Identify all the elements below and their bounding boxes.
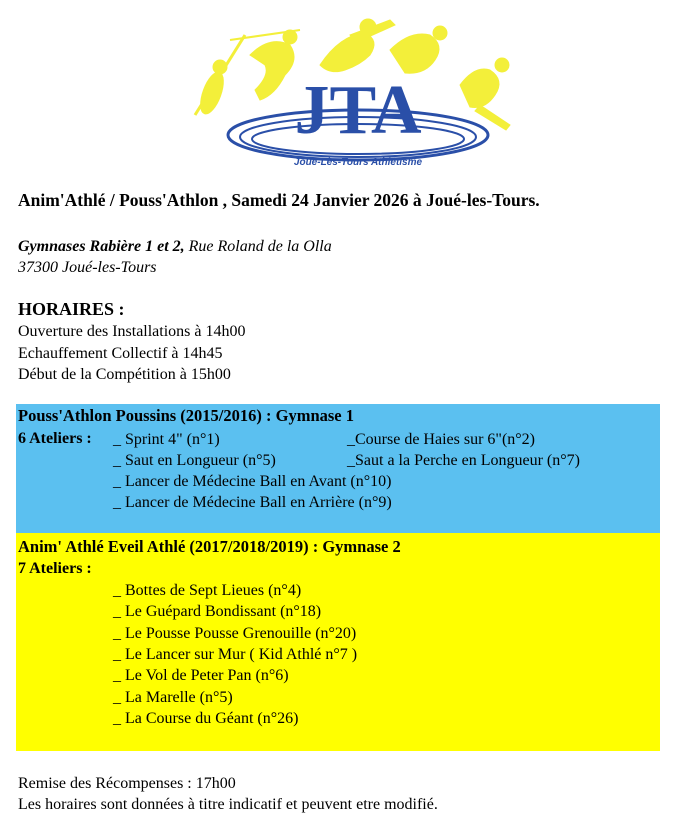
logo-subtitle: Joué-Lès-Tours Athlétisme (293, 157, 423, 168)
atelier-item: _ Sprint 4" (n°1) (113, 431, 220, 448)
poussathlon-count: 6 Ateliers : (18, 430, 92, 447)
address-line-1 (18, 236, 332, 257)
horaire-line: Début de la Compétition à 15h00 (18, 366, 231, 383)
atelier-item: _ La Course du Géant (n°26) (113, 710, 299, 727)
atelier-item: _ Le Pousse Pousse Grenouille (n°20) (113, 625, 357, 642)
atelier-item: _ Bottes de Sept Lieues (n°4) (113, 582, 302, 599)
atelier-item: _Saut a la Perche en Longueur (n°7) (347, 452, 580, 469)
horaires-section (18, 297, 246, 386)
atelier-item: _ Le Vol de Peter Pan (n°6) (113, 667, 289, 684)
city: 37300 Joué-les-Tours (18, 259, 157, 276)
disclaimer: Les horaires sont données à titre indicatif et peuvent etre modifié. (18, 796, 438, 813)
atelier-item: _ Le Guépard Bondissant (n°18) (113, 603, 322, 620)
animathle-count: 7 Ateliers : (18, 560, 92, 577)
atelier-item: _ Le Lancer sur Mur ( Kid Athlé n°7 ) (113, 646, 358, 663)
jta-logo (190, 15, 526, 175)
logo-text: JTA (294, 72, 422, 149)
awards-time: Remise des Récompenses : 17h00 (18, 775, 236, 792)
horaire-line: Echauffement Collectif à 14h45 (18, 344, 223, 362)
street: Rue Roland de la Olla (184, 238, 332, 255)
jta-logo-graphic (190, 15, 526, 175)
page-title: Anim'Athlé / Pouss'Athlon , Samedi 24 Janvier 2026 à Joué-les-Tours. (18, 190, 540, 210)
poussathlon-heading: Pouss'Athlon Poussins (2015/2016) : Gymnase 1 (18, 406, 355, 425)
animathle-section (16, 533, 660, 751)
poussathlon-section (16, 404, 660, 533)
atelier-item: _ Saut en Longueur (n°5) (113, 452, 276, 469)
horaire-line: Ouverture des Installations à 14h00 (18, 323, 246, 340)
animathle-heading: Anim' Athlé Eveil Athlé (2017/2018/2019) : Gymnase 2 (18, 537, 401, 556)
horaires-heading: HORAIRES : (18, 299, 125, 319)
footer (18, 773, 438, 815)
atelier-item: _ Lancer de Médecine Ball en Arrière (n°9) (113, 494, 392, 511)
atelier-item: _Course de Haies sur 6"(n°2) (347, 431, 535, 448)
address (18, 236, 332, 278)
atelier-item: _ La Marelle (n°5) (113, 689, 233, 706)
atelier-item: _ Lancer de Médecine Ball en Avant (n°10) (113, 473, 392, 490)
venue-name: Gymnases Rabière 1 et 2, (18, 238, 185, 255)
